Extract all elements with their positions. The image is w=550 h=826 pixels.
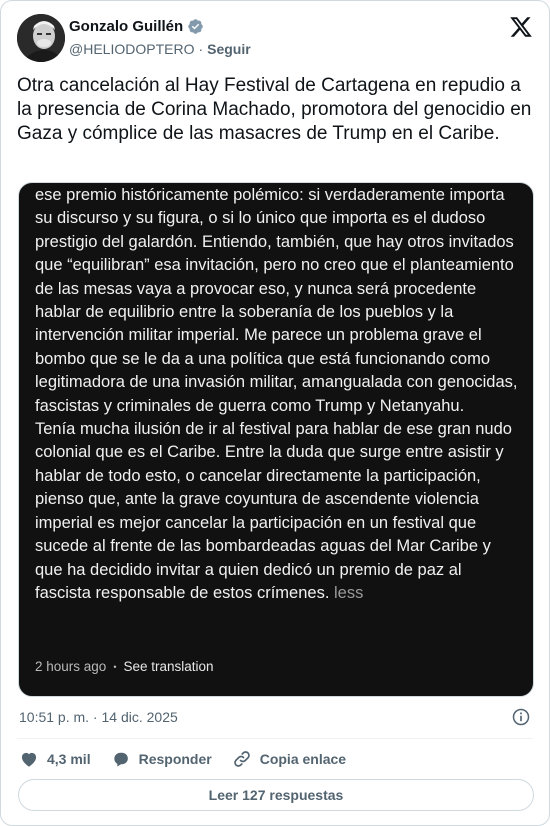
reply-bubble-icon bbox=[111, 749, 131, 769]
author-handle-row bbox=[69, 41, 251, 57]
like-count: 4,3 mil bbox=[47, 751, 91, 767]
action-bar bbox=[19, 748, 346, 770]
handle-separator: · bbox=[198, 41, 204, 57]
tweet-text: Otra cancelación al Hay Festival de Cartagena en repudio a la presencia de Corina Machado, promotora del genocidio en Gaza y cómplice de las masacres de Trump en el Caribe. bbox=[17, 75, 532, 144]
media-paragraph-2 bbox=[35, 418, 521, 605]
see-translation-text: See translation bbox=[123, 659, 214, 674]
avatar-image bbox=[17, 14, 65, 62]
like-button[interactable] bbox=[19, 749, 91, 769]
author-name[interactable]: Gonzalo Guillén bbox=[69, 18, 184, 35]
verified-badge-icon bbox=[187, 18, 204, 35]
less-link: less bbox=[334, 583, 364, 602]
x-logo-icon[interactable] bbox=[509, 15, 533, 39]
link-icon bbox=[232, 749, 252, 769]
copy-link-button[interactable] bbox=[232, 749, 346, 769]
tweet-timestamp[interactable]: 10:51 p. m. · 14 dic. 2025 bbox=[19, 709, 178, 725]
media-time-ago: 2 hours ago bbox=[35, 659, 107, 674]
media-paragraph-1: ese premio históricamente polémico: si verdaderamente importa su discurso y su figura, o si lo único que importa es el dudoso prestigio del galardón. Entiendo, también, que hay otros invitados que “equilibran” esa invitación, pero no creo que el planteamiento de las mesas vaya a provocar eso, y nunca será procedente hablar de equilibrio entre la soberanía de los pueblos y la intervención militar imperial. Me parece un problema grave el bombo que se le da a una política que está funcionando como legitimadora de una invasión militar, amangualada con genocidas, fascistas y criminales de guerra como Trump y Netanyahu. bbox=[35, 186, 518, 415]
media-meta-dot: • bbox=[113, 661, 117, 672]
read-replies-button[interactable]: Leer 127 respuestas bbox=[18, 779, 534, 811]
reply-label: Responder bbox=[138, 751, 212, 767]
author-name-row bbox=[69, 18, 204, 35]
divider bbox=[17, 738, 533, 739]
avatar[interactable] bbox=[17, 14, 65, 62]
heart-icon bbox=[19, 749, 39, 769]
follow-button[interactable]: Seguir bbox=[207, 41, 251, 57]
media-text-block bbox=[35, 184, 521, 605]
info-icon[interactable] bbox=[511, 707, 531, 727]
media-image[interactable] bbox=[18, 182, 534, 697]
author-handle[interactable]: @HELIODOPTERO bbox=[69, 41, 195, 57]
copy-link-label: Copia enlace bbox=[259, 751, 347, 767]
reply-button[interactable] bbox=[111, 749, 212, 769]
media-paragraph-2-text: Tenía mucha ilusión de ir al festival para hablar de ese gran nudo colonial que es el Caribe. Entre la duda que surge entre asistir y hablar de todo esto, o cancelar directamente la participación, pienso que, ante la grave coyuntura de ascendente violencia imperial es mejor cancelar la participación en un festival que sucede al frente de las bombardeadas aguas del Mar Caribe y que ha decidido invitar a quien dedicó un premio de paz al fascista responsable de estos crímenes. bbox=[35, 420, 512, 602]
tweet-header bbox=[17, 13, 533, 63]
media-meta-row bbox=[35, 659, 214, 674]
